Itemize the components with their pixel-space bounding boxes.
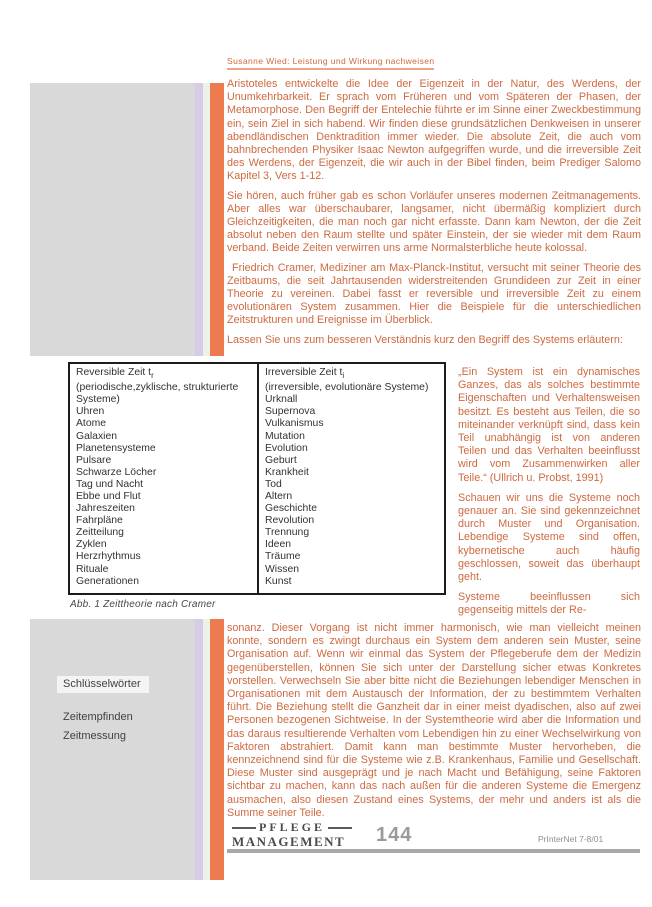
column-subtitle: (periodische,zyklische, strukturierte Systeme) bbox=[76, 382, 239, 406]
table-row: Ebbe und Flut bbox=[76, 491, 141, 503]
table-row: Wissen bbox=[265, 563, 300, 575]
quote-column bbox=[458, 366, 640, 625]
logo-rule-right bbox=[328, 827, 352, 829]
table-row: Urknall bbox=[265, 394, 298, 406]
table-row: Geburt bbox=[265, 454, 297, 466]
article-body bbox=[227, 78, 641, 353]
table-row: Uhren bbox=[76, 406, 105, 418]
table-row: Galaxien bbox=[76, 430, 118, 442]
keyword-item: Zeitmessung bbox=[63, 730, 126, 742]
time-theory-table bbox=[68, 362, 446, 595]
table-column-reversible bbox=[70, 364, 257, 593]
table-row: Herzrhythmus bbox=[76, 551, 141, 563]
paragraph: Aristoteles entwickelte die Idee der Eigenzeit in der Natur, des Werdens, der Unumkehrbarkeit. Er sprach vom Früheren und vom Späteren der Phasen, der Metamorphose. Den Begriff der Entelechie führte er im Sinne einer Zweckbestimmung ein, sein Ziel in sich habend. Wir finden diese grundsätzlichen Denkweisen in unserer abendländischen Denktradition immer wieder. Die absolute Zeit, die auch vom bahnbrechenden Physiker Isaac Newton aufgegriffen wurde, und die irreversible Zeit des Werdens, der Eigenzeit, die wir auch in der Bibel finden, beim Prediger Salomo Kapitel 3, Vers 1-12. bbox=[227, 78, 641, 183]
table-row: Ideen bbox=[265, 539, 292, 551]
table-row: Pulsare bbox=[76, 454, 112, 466]
column-header bbox=[76, 367, 251, 382]
figure-caption: Abb. 1 Zeittheorie nach Cramer bbox=[70, 599, 216, 610]
journal-logo-pflege: PFLEGE bbox=[259, 820, 326, 834]
column-subtitle: (irreversible, evolutionäre Systeme) bbox=[265, 382, 429, 394]
table-row: Jahreszeiten bbox=[76, 503, 135, 515]
table-row: Rituale bbox=[76, 563, 109, 575]
table-row: Kunst bbox=[265, 575, 292, 587]
quote-paragraph: Systeme beeinflussen sich gegenseitig mittels der Re- bbox=[458, 591, 640, 617]
issue-label: PrInterNet 7-8/01 bbox=[538, 834, 604, 844]
column-items bbox=[76, 406, 251, 587]
page-number: 144 bbox=[376, 824, 413, 846]
table-row: Supernova bbox=[265, 406, 316, 418]
table-row: Trennung bbox=[265, 527, 310, 539]
column-title: Irreversible Zeit t bbox=[265, 367, 343, 378]
column-items bbox=[265, 394, 438, 588]
table-row: Zeitteilung bbox=[76, 527, 124, 539]
paragraph: Friedrich Cramer, Mediziner am Max-Planck-Institut, versucht mit seiner Theorie des Zeitbaums, die seit Jahrtausenden widerstreitenden Grundideen zur Zeit in einer Theorie zu vereinen. Dabei fasst er reversible und irreversible Zeit zu einem evolutionären System zusammen. Hier die Beispiele für die unterschiedlichen Zeitstrukturen und Ereignisse im Überblick. bbox=[227, 261, 641, 327]
running-head: Susanne Wied: Leistung und Wirkung nachweisen bbox=[227, 56, 434, 70]
column-title-subscript: r bbox=[151, 371, 154, 381]
table-row: Evolution bbox=[265, 442, 308, 454]
paragraph: Sie hören, auch früher gab es schon Vorläufer unseres modernen Zeitmanagements. Aber alles war überschaubarer, langsamer, nicht übermäßig kompliziert durch Gleichzeitigkeiten, die man noch gar nicht erfasste. Dann kam Newton, der die Zeit absolut neben den Raum stellte und später Einstein, der sie wieder mit dem Raum verband. Beide Zeiten verwirren uns arme Normalsterbliche heute kolossal. bbox=[227, 189, 641, 255]
table-column-irreversible bbox=[257, 364, 444, 593]
keywords-heading: Schlüsselwörter bbox=[57, 676, 149, 693]
table-row: Tag und Nacht bbox=[76, 478, 144, 490]
table-row: Fahrpläne bbox=[76, 515, 123, 527]
keyword-item: Zeitempfinden bbox=[63, 711, 133, 723]
paragraph: Lassen Sie uns zum besseren Verständnis kurz den Begriff des Systems erläutern: bbox=[227, 333, 623, 346]
figure-box bbox=[30, 356, 455, 619]
journal-logo-management: MANAGEMENT bbox=[232, 834, 346, 849]
logo-rule-left bbox=[232, 827, 256, 829]
article-body-continued: sonanz. Dieser Vorgang ist nicht immer harmonisch, wie man vielleicht meinen konnte, sondern es zwingt durchaus ein System dem anderen sein Muster, seine Organisation auf. Wenn wir einmal das System der Pflegeberufe dem der Medizin gegenüberstellen, können Sie sich unter der Darstellung sicher etwas Konkretes vorstellen. Verwechseln Sie aber bitte nicht die Beziehungen lebendiger Menschen in Organisationen mit dem Austausch der Information, der zu bestimmtem Verhalten führt. Die Beziehung stellt die Ganzheit dar in einer meist dyadischen, also auf zwei Personen bezogenen Sichtweise. In der Systemtheorie wird aber die Information und das daraus resultierende Verhalten vom Lebendigen hin zu einer Wechselwirkung von Faktoren abstrahiert. Damit kann man bestimmte Muster hervorheben, die kennzeichnend sind für die Systeme wie z.B. Krankenhaus, Familie und Gesellschaft. Diese Muster sind ausgeprägt und je nach Macht und Befähigung, seine Faktoren sichtbar zu machen, kann das nach außen für die anderen Systeme die Emergenz ausmachen, also diesen Zustand eines Systems, der mehr und anders ist als die Summe seiner Teile. bbox=[227, 622, 641, 819]
table-row: Revolution bbox=[265, 515, 315, 527]
column-header bbox=[265, 367, 438, 382]
table-row: Krankheit bbox=[265, 466, 309, 478]
column-title-subscript: i bbox=[342, 371, 345, 381]
table-row: Zyklen bbox=[76, 539, 107, 551]
table-row: Planetensysteme bbox=[76, 442, 156, 454]
table-row: Vulkanismus bbox=[265, 418, 324, 430]
column-title: Reversible Zeit t bbox=[76, 367, 152, 378]
journal-logo-top bbox=[232, 820, 352, 835]
quote-paragraph: Schauen wir uns die Systeme noch genauer an. Sie sind gekennzeichnet durch Muster und Organisation. Lebendige Systeme sind offen, kybernetische auch häufig geschlossen, soweit das überhaupt geht. bbox=[458, 491, 640, 584]
journal-logo bbox=[232, 820, 352, 850]
table-row: Tod bbox=[265, 478, 282, 490]
table-row: Altern bbox=[265, 491, 293, 503]
table-row: Mutation bbox=[265, 430, 305, 442]
table-row: Atome bbox=[76, 418, 107, 430]
table-row: Schwarze Löcher bbox=[76, 466, 157, 478]
quote-paragraph: „Ein System ist ein dynamisches Ganzes, das als solches bestimmte Eigenschaften und Verhaltensweisen besitzt. Es besteht aus Teilen, die so miteinander verknüpft sind, dass kein Teil unabhängig ist von anderen Teilen und das Verhalten beeinflusst wird vom Zusammenwirken aller Teile.“ (Ullrich u. Probst, 1991) bbox=[458, 366, 640, 484]
table-row: Generationen bbox=[76, 575, 139, 587]
table-row: Geschichte bbox=[265, 503, 317, 515]
table-row: Träume bbox=[265, 551, 301, 563]
